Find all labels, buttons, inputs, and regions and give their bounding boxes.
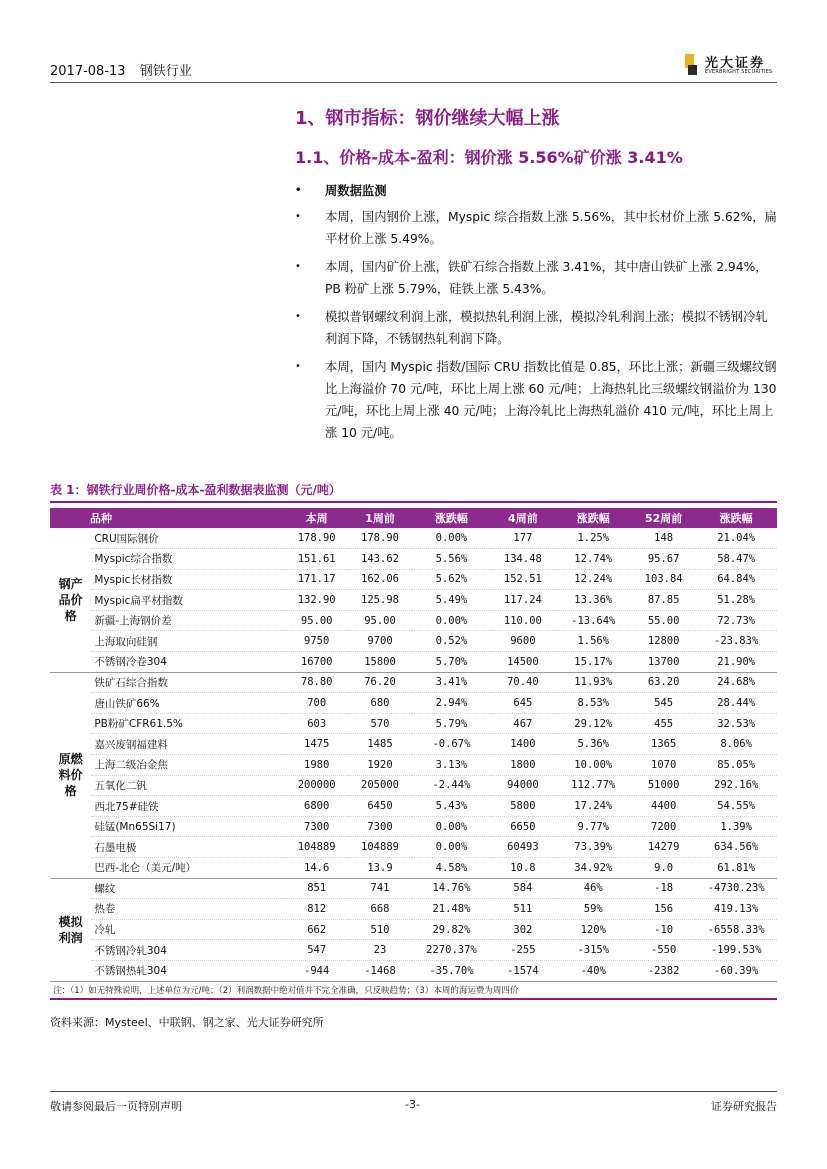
page-number: -3- [405, 1098, 420, 1111]
bullet-list [295, 180, 777, 450]
this-week-cell: -944 [285, 960, 348, 981]
table-row [50, 858, 777, 879]
change-1w-cell: 0.00% [412, 528, 492, 549]
item-name-cell: 铁矿石综合指数 [91, 672, 285, 693]
change-4w-cell: 73.39% [555, 837, 632, 858]
four-weeks-ago-cell: 60493 [491, 837, 554, 858]
fifty-two-weeks-ago-cell: 55.00 [632, 610, 695, 631]
change-4w-cell: 8.53% [555, 693, 632, 714]
one-week-ago-cell: 680 [348, 693, 411, 714]
change-4w-cell: -13.64% [555, 610, 632, 631]
change-4w-cell: -40% [555, 960, 632, 981]
fifty-two-weeks-ago-cell: 87.85 [632, 590, 695, 611]
change-4w-cell: 11.93% [555, 672, 632, 693]
item-name-cell: 新疆-上海钢价差 [91, 610, 285, 631]
footer-disclaimer: 敬请参阅最后一页特别声明 [50, 1100, 182, 1113]
change-4w-cell: -315% [555, 940, 632, 961]
item-name-cell: 五氧化二钒 [91, 775, 285, 796]
item-name-cell: 冷轧 [91, 919, 285, 940]
change-52w-cell: -199.53% [695, 940, 777, 961]
fifty-two-weeks-ago-cell: 1365 [632, 734, 695, 755]
item-name-cell: CRU国际钢价 [91, 528, 285, 549]
fifty-two-weeks-ago-cell: -10 [632, 919, 695, 940]
fifty-two-weeks-ago-cell: 103.84 [632, 569, 695, 590]
four-weeks-ago-cell: 302 [491, 919, 554, 940]
fifty-two-weeks-ago-cell: 51000 [632, 775, 695, 796]
four-weeks-ago-cell: -255 [491, 940, 554, 961]
column-header: 品种 [50, 508, 285, 528]
four-weeks-ago-cell: -1574 [491, 960, 554, 981]
change-4w-cell: 1.56% [555, 631, 632, 652]
four-weeks-ago-cell: 1400 [491, 734, 554, 755]
one-week-ago-cell: -1468 [348, 960, 411, 981]
table-row [50, 652, 777, 673]
this-week-cell: 662 [285, 919, 348, 940]
this-week-cell: 16700 [285, 652, 348, 673]
one-week-ago-cell: 9700 [348, 631, 411, 652]
four-weeks-ago-cell: 94000 [491, 775, 554, 796]
table-row [50, 899, 777, 920]
table-row [50, 672, 777, 693]
table-row [50, 775, 777, 796]
column-header: 本周 [285, 508, 348, 528]
four-weeks-ago-cell: 9600 [491, 631, 554, 652]
four-weeks-ago-cell: 1800 [491, 755, 554, 776]
this-week-cell: 812 [285, 899, 348, 920]
change-4w-cell: 5.36% [555, 734, 632, 755]
item-name-cell: 西北75#硅铁 [91, 796, 285, 817]
change-1w-cell: 0.00% [412, 816, 492, 837]
bullet-item: • 周数据监测 [295, 180, 777, 202]
four-weeks-ago-cell: 467 [491, 713, 554, 734]
one-week-ago-cell: 104889 [348, 837, 411, 858]
fifty-two-weeks-ago-cell: 14279 [632, 837, 695, 858]
column-header: 涨跌幅 [555, 508, 632, 528]
change-52w-cell: 54.55% [695, 796, 777, 817]
fifty-two-weeks-ago-cell: 7200 [632, 816, 695, 837]
item-name-cell: 不锈钢热轧304 [91, 960, 285, 981]
footer-divider [50, 1091, 777, 1092]
table-row [50, 569, 777, 590]
change-4w-cell: 59% [555, 899, 632, 920]
one-week-ago-cell: 178.90 [348, 528, 411, 549]
header-divider [50, 82, 777, 83]
item-name-cell: 不锈钢冷卷304 [91, 652, 285, 673]
change-52w-cell: 85.05% [695, 755, 777, 776]
data-source: 资料来源：Mysteel、中联钢、钢之家、光大证券研究所 [50, 1016, 324, 1029]
fifty-two-weeks-ago-cell: 156 [632, 899, 695, 920]
change-4w-cell: 15.17% [555, 652, 632, 673]
change-1w-cell: -35.70% [412, 960, 492, 981]
four-weeks-ago-cell: 177 [491, 528, 554, 549]
this-week-cell: 151.61 [285, 549, 348, 570]
group-label [50, 528, 91, 672]
fifty-two-weeks-ago-cell: 13700 [632, 652, 695, 673]
group-label [50, 878, 91, 981]
this-week-cell: 1475 [285, 734, 348, 755]
change-52w-cell: 24.68% [695, 672, 777, 693]
change-4w-cell: 1.25% [555, 528, 632, 549]
bullet-item: • 模拟普钢螺纹利润上涨，模拟热轧利润上涨，模拟冷轧利润上涨；模拟不锈钢冷轧利润下降，不锈钢热轧利润下降。 [295, 306, 777, 350]
item-name-cell: 硅锰(Mn65Si17) [91, 816, 285, 837]
change-4w-cell: 46% [555, 878, 632, 899]
change-4w-cell: 112.77% [555, 775, 632, 796]
change-52w-cell: 21.04% [695, 528, 777, 549]
table-row [50, 734, 777, 755]
item-name-cell: 嘉兴废钢福建料 [91, 734, 285, 755]
table-row [50, 693, 777, 714]
change-52w-cell: -23.83% [695, 631, 777, 652]
item-name-cell: 上海二级冶金焦 [91, 755, 285, 776]
item-name-cell: Myspic综合指数 [91, 549, 285, 570]
fifty-two-weeks-ago-cell: 63.20 [632, 672, 695, 693]
table-row [50, 940, 777, 961]
four-weeks-ago-cell: 14500 [491, 652, 554, 673]
logo-name-cn: 光大证券 [705, 56, 766, 71]
four-weeks-ago-cell: 117.24 [491, 590, 554, 611]
item-name-cell: 不锈钢冷轧304 [91, 940, 285, 961]
fifty-two-weeks-ago-cell: 95.67 [632, 549, 695, 570]
fifty-two-weeks-ago-cell: 9.0 [632, 858, 695, 879]
this-week-cell: 603 [285, 713, 348, 734]
change-1w-cell: 5.62% [412, 569, 492, 590]
one-week-ago-cell: 741 [348, 878, 411, 899]
this-week-cell: 178.90 [285, 528, 348, 549]
column-header: 52周前 [632, 508, 695, 528]
change-1w-cell: 0.00% [412, 610, 492, 631]
fifty-two-weeks-ago-cell: -550 [632, 940, 695, 961]
page-header [50, 58, 777, 82]
fifty-two-weeks-ago-cell: 455 [632, 713, 695, 734]
table-row [50, 919, 777, 940]
one-week-ago-cell: 668 [348, 899, 411, 920]
four-weeks-ago-cell: 6650 [491, 816, 554, 837]
table-header-row [50, 508, 777, 528]
four-weeks-ago-cell: 10.8 [491, 858, 554, 879]
table-body [50, 528, 777, 981]
item-name-cell: 石墨电极 [91, 837, 285, 858]
change-52w-cell: 1.39% [695, 816, 777, 837]
change-1w-cell: 2.94% [412, 693, 492, 714]
change-52w-cell: 61.81% [695, 858, 777, 879]
table-row [50, 528, 777, 549]
table-row [50, 549, 777, 570]
change-1w-cell: 5.79% [412, 713, 492, 734]
one-week-ago-cell: 23 [348, 940, 411, 961]
this-week-cell: 14.6 [285, 858, 348, 879]
change-52w-cell: 58.47% [695, 549, 777, 570]
table-row [50, 610, 777, 631]
fifty-two-weeks-ago-cell: 148 [632, 528, 695, 549]
group-label-text: 钢产品价格 [58, 576, 83, 623]
logo-mark-icon [685, 54, 699, 76]
four-weeks-ago-cell: 110.00 [491, 610, 554, 631]
fifty-two-weeks-ago-cell: -2382 [632, 960, 695, 981]
change-1w-cell: 3.41% [412, 672, 492, 693]
four-weeks-ago-cell: 134.48 [491, 549, 554, 570]
change-1w-cell: -0.67% [412, 734, 492, 755]
change-52w-cell: 28.44% [695, 693, 777, 714]
fifty-two-weeks-ago-cell: -18 [632, 878, 695, 899]
change-4w-cell: 17.24% [555, 796, 632, 817]
bullet-item: • 本周，国内 Myspic 指数/国际 CRU 指数比值是 0.85，环比上涨；新疆三级螺纹钢比上海溢价 70 元/吨，环比上周上涨 60 元/吨；上海热轧比三级螺纹钢溢价为 130 元/吨，环比上周上涨 40 元/吨；上海冷轧比上海热轧溢价 410 元/吨，环比上周上涨 10 元/吨。 [295, 356, 777, 444]
section-title: 1、钢市指标：钢价继续大幅上涨 [295, 108, 560, 129]
table-row [50, 878, 777, 899]
change-1w-cell: 0.00% [412, 837, 492, 858]
table-row [50, 590, 777, 611]
change-1w-cell: 5.70% [412, 652, 492, 673]
table-row [50, 796, 777, 817]
industry-label: 钢铁行业 [139, 64, 192, 79]
item-name-cell: 热卷 [91, 899, 285, 920]
brand-logo [685, 52, 777, 80]
table-row [50, 960, 777, 981]
price-data-table [50, 508, 777, 1000]
header-meta [50, 60, 202, 79]
change-52w-cell: 72.73% [695, 610, 777, 631]
table-row [50, 713, 777, 734]
column-header: 涨跌幅 [695, 508, 777, 528]
change-1w-cell: 14.76% [412, 878, 492, 899]
this-week-cell: 851 [285, 878, 348, 899]
group-label [50, 672, 91, 878]
this-week-cell: 9750 [285, 631, 348, 652]
change-52w-cell: 32.53% [695, 713, 777, 734]
four-weeks-ago-cell: 645 [491, 693, 554, 714]
change-1w-cell: 21.48% [412, 899, 492, 920]
item-name-cell: 上海取向硅钢 [91, 631, 285, 652]
change-52w-cell: 419.13% [695, 899, 777, 920]
four-weeks-ago-cell: 511 [491, 899, 554, 920]
change-52w-cell: 51.28% [695, 590, 777, 611]
change-52w-cell: 634.56% [695, 837, 777, 858]
change-1w-cell: 3.13% [412, 755, 492, 776]
one-week-ago-cell: 162.06 [348, 569, 411, 590]
column-header: 1周前 [348, 508, 411, 528]
change-52w-cell: -60.39% [695, 960, 777, 981]
table-row [50, 837, 777, 858]
change-1w-cell: 29.82% [412, 919, 492, 940]
one-week-ago-cell: 15800 [348, 652, 411, 673]
change-4w-cell: 12.24% [555, 569, 632, 590]
this-week-cell: 171.17 [285, 569, 348, 590]
change-4w-cell: 34.92% [555, 858, 632, 879]
this-week-cell: 95.00 [285, 610, 348, 631]
change-52w-cell: 292.16% [695, 775, 777, 796]
change-52w-cell: -6558.33% [695, 919, 777, 940]
group-label-text: 模拟利润 [58, 914, 83, 945]
this-week-cell: 132.90 [285, 590, 348, 611]
column-header: 4周前 [491, 508, 554, 528]
this-week-cell: 104889 [285, 837, 348, 858]
fifty-two-weeks-ago-cell: 545 [632, 693, 695, 714]
this-week-cell: 1980 [285, 755, 348, 776]
item-name-cell: Myspic长材指数 [91, 569, 285, 590]
change-4w-cell: 10.00% [555, 755, 632, 776]
four-weeks-ago-cell: 584 [491, 878, 554, 899]
one-week-ago-cell: 510 [348, 919, 411, 940]
change-1w-cell: 2270.37% [412, 940, 492, 961]
table-row [50, 755, 777, 776]
change-52w-cell: 64.84% [695, 569, 777, 590]
change-4w-cell: 29.12% [555, 713, 632, 734]
item-name-cell: 螺纹 [91, 878, 285, 899]
one-week-ago-cell: 6450 [348, 796, 411, 817]
bullet-item: • 本周，国内矿价上涨，铁矿石综合指数上涨 3.41%，其中唐山铁矿上涨 2.94%，PB 粉矿上涨 5.79%，硅铁上涨 5.43%。 [295, 256, 777, 300]
one-week-ago-cell: 1920 [348, 755, 411, 776]
report-date: 2017-08-13 [50, 64, 126, 79]
table-row [50, 816, 777, 837]
one-week-ago-cell: 143.62 [348, 549, 411, 570]
one-week-ago-cell: 95.00 [348, 610, 411, 631]
change-1w-cell: -2.44% [412, 775, 492, 796]
item-name-cell: 唐山铁矿66% [91, 693, 285, 714]
logo-name-en: EVERBRIGHT SECURITIES [705, 69, 773, 75]
one-week-ago-cell: 125.98 [348, 590, 411, 611]
table-row [50, 631, 777, 652]
item-name-cell: PB粉矿CFR61.5% [91, 713, 285, 734]
change-52w-cell: 21.90% [695, 652, 777, 673]
item-name-cell: Myspic扁平材指数 [91, 590, 285, 611]
change-1w-cell: 4.58% [412, 858, 492, 879]
this-week-cell: 7300 [285, 816, 348, 837]
footer-report-type: 证券研究报告 [711, 1100, 777, 1113]
one-week-ago-cell: 76.20 [348, 672, 411, 693]
fifty-two-weeks-ago-cell: 4400 [632, 796, 695, 817]
one-week-ago-cell: 7300 [348, 816, 411, 837]
this-week-cell: 78.80 [285, 672, 348, 693]
change-52w-cell: -4730.23% [695, 878, 777, 899]
change-4w-cell: 12.74% [555, 549, 632, 570]
table-caption-rule [50, 501, 777, 503]
change-1w-cell: 0.52% [412, 631, 492, 652]
column-header: 涨跌幅 [412, 508, 492, 528]
change-4w-cell: 9.77% [555, 816, 632, 837]
change-1w-cell: 5.56% [412, 549, 492, 570]
one-week-ago-cell: 570 [348, 713, 411, 734]
table-note-row [50, 981, 777, 999]
this-week-cell: 200000 [285, 775, 348, 796]
change-52w-cell: 8.06% [695, 734, 777, 755]
table-caption: 表 1：钢铁行业周价格-成本-盈利数据表监测（元/吨） [50, 483, 341, 497]
group-label-text: 原燃料价格 [58, 752, 83, 799]
section-subtitle: 1.1、价格-成本-盈利：钢价涨 5.56%矿价涨 3.41% [295, 148, 683, 167]
four-weeks-ago-cell: 70.40 [491, 672, 554, 693]
change-4w-cell: 13.36% [555, 590, 632, 611]
four-weeks-ago-cell: 5800 [491, 796, 554, 817]
change-1w-cell: 5.43% [412, 796, 492, 817]
one-week-ago-cell: 1485 [348, 734, 411, 755]
item-name-cell: 巴西-北仑（美元/吨） [91, 858, 285, 879]
this-week-cell: 700 [285, 693, 348, 714]
four-weeks-ago-cell: 152.51 [491, 569, 554, 590]
fifty-two-weeks-ago-cell: 12800 [632, 631, 695, 652]
one-week-ago-cell: 205000 [348, 775, 411, 796]
fifty-two-weeks-ago-cell: 1070 [632, 755, 695, 776]
bullet-item: • 本周，国内钢价上涨，Myspic 综合指数上涨 5.56%，其中长材价上涨 5.62%，扁平材价上涨 5.49%。 [295, 206, 777, 250]
this-week-cell: 547 [285, 940, 348, 961]
this-week-cell: 6800 [285, 796, 348, 817]
change-4w-cell: 120% [555, 919, 632, 940]
one-week-ago-cell: 13.9 [348, 858, 411, 879]
table-note: 注：（1）如无特殊说明，上述单位为元/吨；（2）利润数据中绝对值并不完全准确，只反映趋势；（3）本周的海运费为周四价 [50, 981, 777, 999]
change-1w-cell: 5.49% [412, 590, 492, 611]
